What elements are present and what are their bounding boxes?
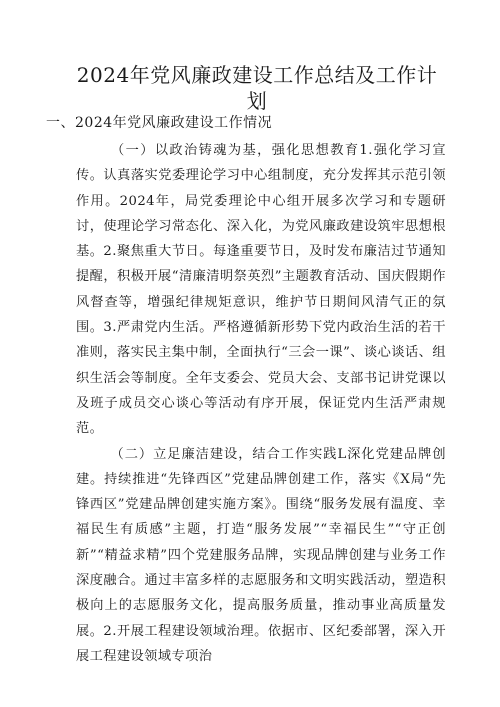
paragraph-1 <box>76 138 446 442</box>
paragraph-2-text: （二）立足廉洁建设，结合工作实践L深化党建品牌创建。持续推进“先锋西区”党建品牌创建工作，落实《X局“先锋西区”党建品牌创建实施方案》。围绕“服务发展有温度、幸福民生有质感”主题，打造“服务发展”“幸福民生”“守正创新”“精益求精”四个党建服务品牌，实现品牌创建与业务工作深度融合。通过丰富多样的志愿服务和文明实践活动，塑造积极向上的志愿服务文化，提高服务质量，推动事业高质量发展。2.开展工程建设领域治理。依据市、区纪委部署，深入开展工程建设领域专项治 <box>76 446 446 664</box>
paragraph-2 <box>76 442 446 670</box>
document-title: 2024年党风廉政建设工作总结及工作计划 <box>76 63 438 113</box>
paragraph-1-text: （一）以政治铸魂为基，强化思想教育1.强化学习宣传。认真落实党委理论学习中心组制度，充分发挥其示范引领作用。2024年，局党委理论中心组开展多次学习和专题研讨，使理论学习常态化、深入化，为党风廉政建设筑牢思想根基。2.聚焦重大节日。每逢重要节日，及时发布廉洁过节通知提醒，积极开展“清廉清明祭英烈”主题教育活动、国庆假期作风督查等，增强纪律规矩意识，维护节日期间风清气正的氛围。3.严肃党内生活。严格遵循新形势下党内政治生活的若干准则，落实民主集中制，全面执行“三会一课”、谈心谈话、组织生活会等制度。全年支委会、党员大会、支部书记讲党课以及班子成员交心谈心等活动有序开展，保证党内生活严肃规范。 <box>76 143 446 437</box>
section-heading: 一、2024年党风廉政建设工作情况 <box>46 115 273 131</box>
